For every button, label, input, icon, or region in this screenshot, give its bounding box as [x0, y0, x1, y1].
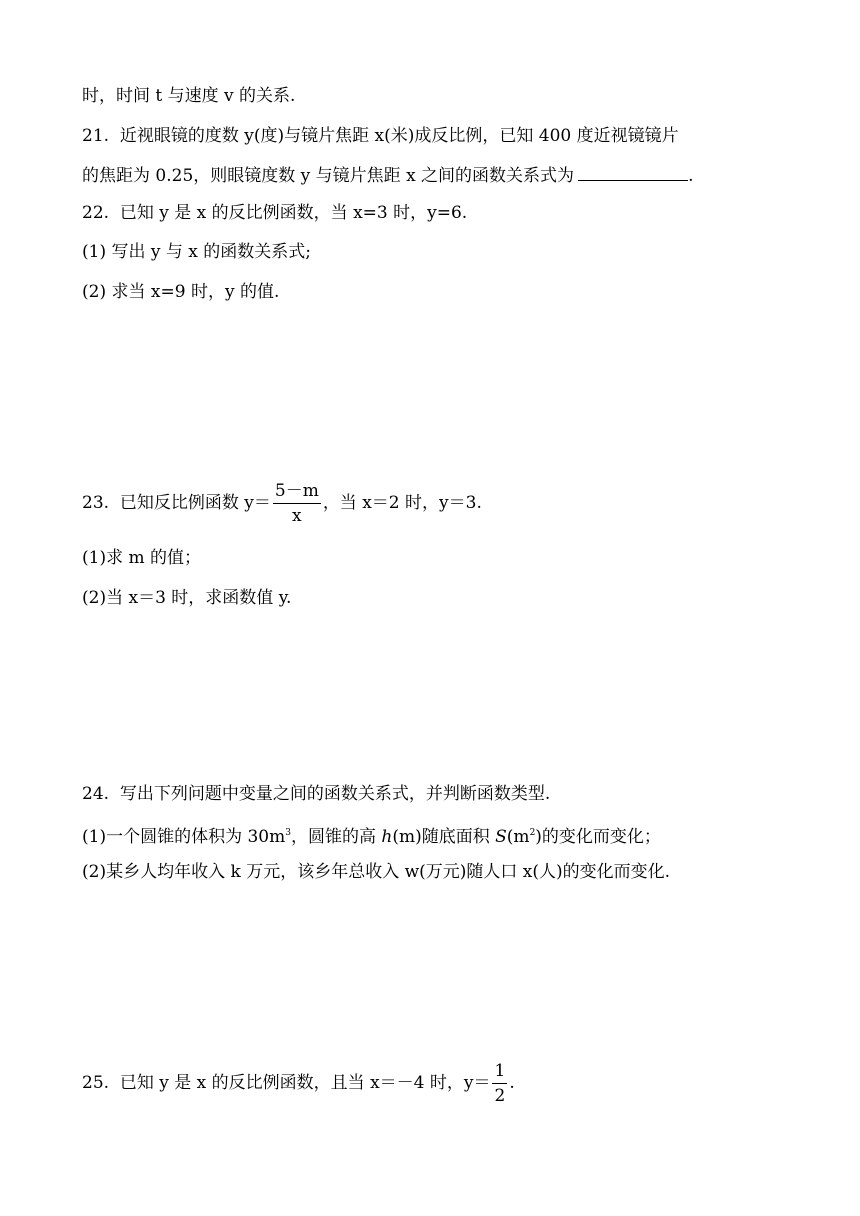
- q24-text: 写出下列问题中变量之间的函数关系式，并判断函数类型.: [119, 784, 551, 804]
- q21-number: 21.: [82, 126, 110, 146]
- q22-number: 22.: [82, 203, 110, 223]
- q25-fraction-denominator: 2: [494, 1085, 506, 1106]
- q24-part-2: [82, 860, 670, 884]
- q23-part-2: [82, 586, 291, 610]
- q23-number: 23.: [82, 493, 110, 513]
- q23-prefix: 已知反比例函数 y＝: [119, 493, 271, 513]
- q24-part-1-e: )的变化而变化；: [535, 827, 661, 847]
- q23-fraction: [273, 480, 321, 526]
- q21-end: .: [688, 166, 694, 186]
- q25-suffix: .: [509, 1073, 515, 1093]
- answer-blank: [578, 162, 688, 181]
- q23-part-1-text: (1)求 m 的值；: [82, 548, 202, 568]
- q20-tail-line: [82, 84, 295, 108]
- cubic-superscript: 3: [285, 828, 291, 838]
- q24-part-1-c: (m)随底面积: [392, 827, 496, 847]
- q25-number: 25.: [82, 1073, 110, 1093]
- q24-part-2-text: (2)某乡人均年收入 k 万元，该乡年总收入 w(万元)随人口 x(人)的变化而变化.: [82, 862, 671, 882]
- q23-part-1: [82, 546, 201, 570]
- q22-part-2: [82, 280, 279, 304]
- q23-fraction-denominator: x: [292, 505, 302, 526]
- q21-line-1: [82, 124, 679, 148]
- q23-part-2-text: (2)当 x＝3 时，求函数值 y.: [82, 588, 292, 608]
- q22-part-1-text: (1) 写出 y 与 x 的函数关系式;: [82, 242, 312, 262]
- q22-part-2-text: (2) 求当 x=9 时，y 的值.: [82, 282, 280, 302]
- q21-line-2: [82, 162, 693, 188]
- square-superscript: 2: [529, 828, 536, 838]
- q22-part-1: [82, 240, 311, 264]
- q24-part-1-a: (1)一个圆锥的体积为 30m: [82, 827, 286, 847]
- q23-line: [82, 476, 482, 530]
- q22-line: [82, 201, 467, 225]
- q24-part-1-d: (m: [506, 827, 530, 847]
- q24-part-1-b: ，圆锥的高: [290, 827, 382, 847]
- q25-prefix: 已知 y 是 x 的反比例函数，且当 x＝－4 时，y＝: [119, 1073, 491, 1093]
- q20-tail-text: 时，时间 t 与速度 v 的关系.: [82, 86, 296, 106]
- height-variable: h: [381, 827, 393, 847]
- q22-text: 已知 y 是 x 的反比例函数，当 x=3 时，y=6.: [119, 203, 468, 223]
- q25-fraction-numerator: 1: [492, 1063, 507, 1084]
- q23-fraction-numerator: 5－m: [273, 483, 321, 504]
- q24-line: [82, 782, 550, 806]
- area-variable: S: [495, 827, 507, 847]
- q24-part-1: [82, 821, 661, 849]
- q25-fraction: [492, 1060, 507, 1106]
- q24-number: 24.: [82, 784, 110, 804]
- q23-suffix: ，当 x＝2 时，y＝3.: [322, 493, 482, 513]
- q25-line: [82, 1056, 515, 1110]
- q21-text-line-2: 的焦距为 0.25，则眼镜度数 y 与镜片焦距 x 之间的函数关系式为: [82, 166, 575, 186]
- q21-text-line-1: 近视眼镜的度数 y(度)与镜片焦距 x(米)成反比例，已知 400 度近视镜镜片: [119, 126, 679, 146]
